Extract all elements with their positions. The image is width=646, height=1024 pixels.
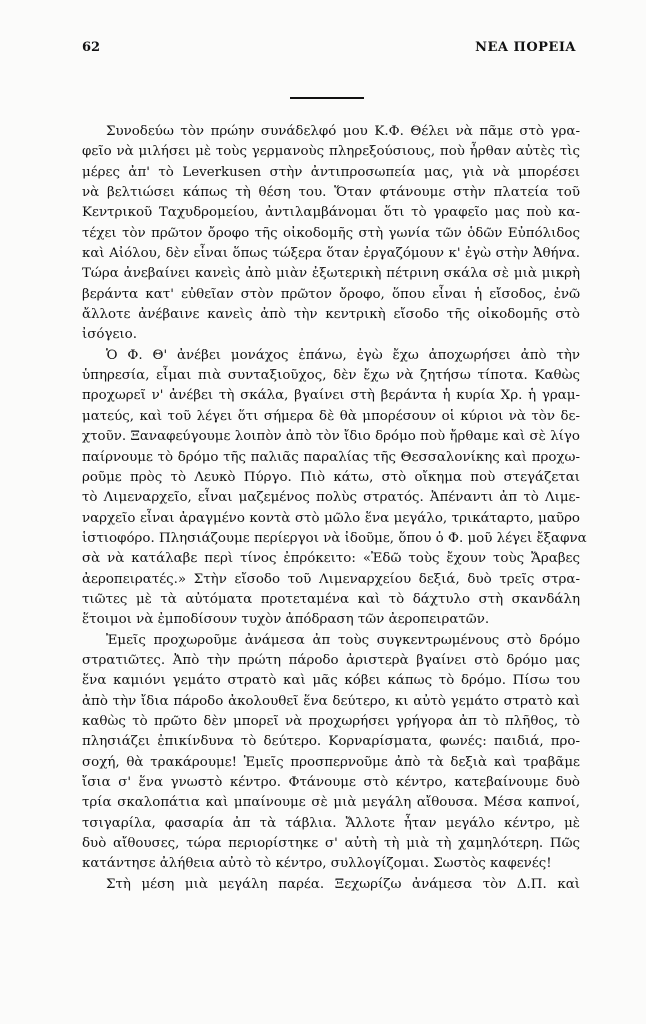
text-line: ἰσόγειο. bbox=[82, 327, 137, 343]
text-line: τιῶτες μὲ τὰ αὐτόματα προτεταμένα καὶ τὸ δάχτυλο στὴ σκανδάλη bbox=[82, 591, 580, 607]
text-line: καθὼς τὸ πρῶτο δὲν μπορεῖ νὰ προχωρήσει γρήγορα ἀπ τὸ πλῆθος, τὸ bbox=[82, 713, 580, 729]
text-line: φεῖο νὰ μιλήσει μὲ τοὺς γερμανοὺς πληρεξούσιους, ποὺ ἦρθαν αὐτὲς τὶς bbox=[82, 144, 580, 160]
text-line: νὰ βελτιώσει κάπως τὴ θέση του. Ὅταν φτάνουμε στὴν πλατεία τοῦ bbox=[82, 185, 580, 201]
section-divider bbox=[290, 97, 364, 99]
text-line: ἕνα καμιόνι γεμάτο στρατὸ καὶ μᾶς κόβει κάπως τὸ δρόμο. Πίσω του bbox=[82, 673, 580, 689]
text-line: Τώρα ἀνεβαίνει κανεὶς ἀπὸ μιὰν ἐξωτερικὴ πέτρινη σκάλα σὲ μιὰ μικρὴ bbox=[82, 266, 580, 282]
text-line: δυὸ αἴθουσες, τώρα περιορίστηκε σ' αὐτὴ τὴ μιὰ τὴ χαμηλότερη. Πῶς bbox=[82, 836, 580, 852]
text-line: ἱστιοφόρο. Πλησιάζουμε περίεργοι νὰ ἰδοῦμε, ὅπου ὁ Φ. μοῦ λέγει ἔξαφνα bbox=[82, 530, 587, 546]
text-line: ἄλλοτε ἀνέβαινε κανεὶς ἀπὸ τὴν κεντρικὴ εἴσοδο τῆς οἰκοδομῆς στὸ bbox=[82, 307, 580, 323]
running-title: ΝΕΑ ΠΟΡΕΙΑ bbox=[475, 40, 576, 55]
text-line: ματεύς, καὶ τοῦ λέγει ὅτι σήμερα δὲ θὰ μπορέσουν οἱ κύριοι νὰ τὸν δε- bbox=[82, 408, 580, 424]
text-line: Ἐμεῖς προχωροῦμε ἀνάμεσα ἀπ τοὺς συγκεντρωμένους στὸ δρόμο bbox=[106, 632, 580, 648]
text-line: βεράντα κατ' εὐθεῖαν στὸν πρῶτον ὄροφο, ὅπου εἶναι ἡ εἴσοδος, ἐνῶ bbox=[82, 286, 580, 302]
text-line: Στὴ μέση μιὰ μεγάλη παρέα. Ξεχωρίζω ἀνάμεσα τὸν Δ.Π. καὶ bbox=[106, 876, 580, 892]
text-line: ναρχεῖο εἶναι ἀραγμένο κοντὰ στὸ μῶλο ἕνα μεγάλο, τρικάταρτο, μαῦρο bbox=[82, 510, 580, 526]
text-line: παίρνουμε τὸ δρόμο τῆς παλιᾶς παραλίας τῆς Θεσσαλονίκης καὶ προχω- bbox=[82, 449, 580, 465]
text-line: τσιγαρίλα, φασαρία ἀπ τὰ τάβλια. Ἄλλοτε ἦταν μεγάλο κέντρο, μὲ bbox=[82, 815, 580, 831]
text-line: ἀπὸ τὴν ἴδια πάροδο ἀκολουθεῖ ἕνα δεύτερο, κι αὐτὸ γεμάτο στρατὸ καὶ bbox=[82, 693, 580, 709]
text-line: ἀεροπειρατές.» Στὴν εἴσοδο τοῦ Λιμεναρχείου δεξιά, δυὸ τρεῖς στρα- bbox=[82, 571, 580, 587]
text-line: Συνοδεύω τὸν πρώην συνάδελφό μου Κ.Φ. Θέλει νὰ πᾶμε στὸ γρα- bbox=[106, 124, 580, 139]
text-line: σοχή, θὰ τρακάρουμε! Ἐμεῖς προσπερνοῦμε ἀπὸ τὰ δεξιὰ καὶ τραβᾶμε bbox=[82, 754, 580, 770]
text-line: μέρες ἀπ' τὸ Leverkusen στὴν ἀντιπροσωπεία μας, γιὰ νὰ μπορέσει bbox=[82, 164, 580, 180]
text-line: στρατιῶτες. Ἀπὸ τὴν πρώτη πάροδο ἀριστερὰ βγαίνει στὸ δρόμο μας bbox=[82, 652, 580, 668]
text-line: χτοῦν. Ξαναφεύγουμε λοιπὸν ἀπὸ τὸν ἴδιο δρόμο ποὺ ἤρθαμε καὶ σὲ λίγο bbox=[82, 429, 580, 445]
text-line: τὸ Λιμεναρχεῖο, εἶναι μαζεμένος πολὺς στρατός. Ἀπέναντι ἀπ τὸ Λιμε- bbox=[82, 490, 580, 506]
text-line: τρία σκαλοπάτια καὶ μπαίνουμε σὲ μιὰ μεγάλη αἴθουσα. Μέσα καπνοί, bbox=[82, 795, 580, 811]
text-line: σὰ νὰ κατάλαβε περὶ τίνος ἐπρόκειτο: «Ἐδῶ τοὺς ἔχουν τοὺς Ἄραβες bbox=[82, 551, 580, 567]
text-line: ροῦμε πρὸς τὸ Λευκὸ Πύργο. Πιὸ κάτω, στὸ οἴκημα ποὺ στεγάζεται bbox=[82, 469, 580, 485]
text-line: κατάντησε ἀλήθεια αὐτὸ τὸ κέντρο, συλλογίζομαι. Σωστὸς καφενές! bbox=[82, 856, 552, 872]
text-line: καὶ Αἰόλου, δὲν εἶναι ὅπως τώξερα ὅταν ἐργαζόμουν κ' ἐγὼ στὴν Ἀθήνα. bbox=[82, 246, 580, 262]
text-line: πλησιάζει ἐπικίνδυνα τὸ δεύτερο. Κορναρίσματα, φωνές: παιδιά, προ- bbox=[82, 734, 580, 750]
text-line: Ὁ Φ. Θ' ἀνέβει μονάχος ἐπάνω, ἐγὼ ἔχω ἀποχωρήσει ἀπὸ τὴν bbox=[106, 347, 580, 363]
text-line: ἴσια σ' ἕνα γνωστὸ κέντρο. Φτάνουμε στὸ κέντρο, κατεβαίνουμε δυὸ bbox=[82, 775, 580, 790]
text-line: ὑπηρεσία, εἶμαι πιὰ συνταξιοῦχος, δὲν ἔχω νὰ ζητήσω τίποτα. Καθὼς bbox=[82, 368, 580, 384]
page-header bbox=[82, 40, 576, 60]
text-line: προχωρεῖ ν' ἀνέβει τὴ σκάλα, βγαίνει στὴ βεράντα ἡ κυρία Χρ. ἡ γραμ- bbox=[82, 388, 580, 404]
text-line: τέχει τὸν πρῶτον ὄροφο τῆς οἰκοδομῆς στὴ γωνία τῶν ὁδῶν Εὐπόλιδος bbox=[82, 225, 580, 241]
page-number: 62 bbox=[82, 40, 101, 55]
text-line: ἕτοιμοι νὰ ἐμποδίσουν τυχὸν ἀπόδραση τῶν ἀεροπειρατῶν. bbox=[82, 612, 490, 628]
body-text bbox=[82, 122, 587, 895]
text-line: Κεντρικοῦ Ταχυδρομείου, ἀντιλαμβάνομαι ὅτι τὸ γραφεῖο μας ποὺ κα- bbox=[82, 205, 580, 221]
